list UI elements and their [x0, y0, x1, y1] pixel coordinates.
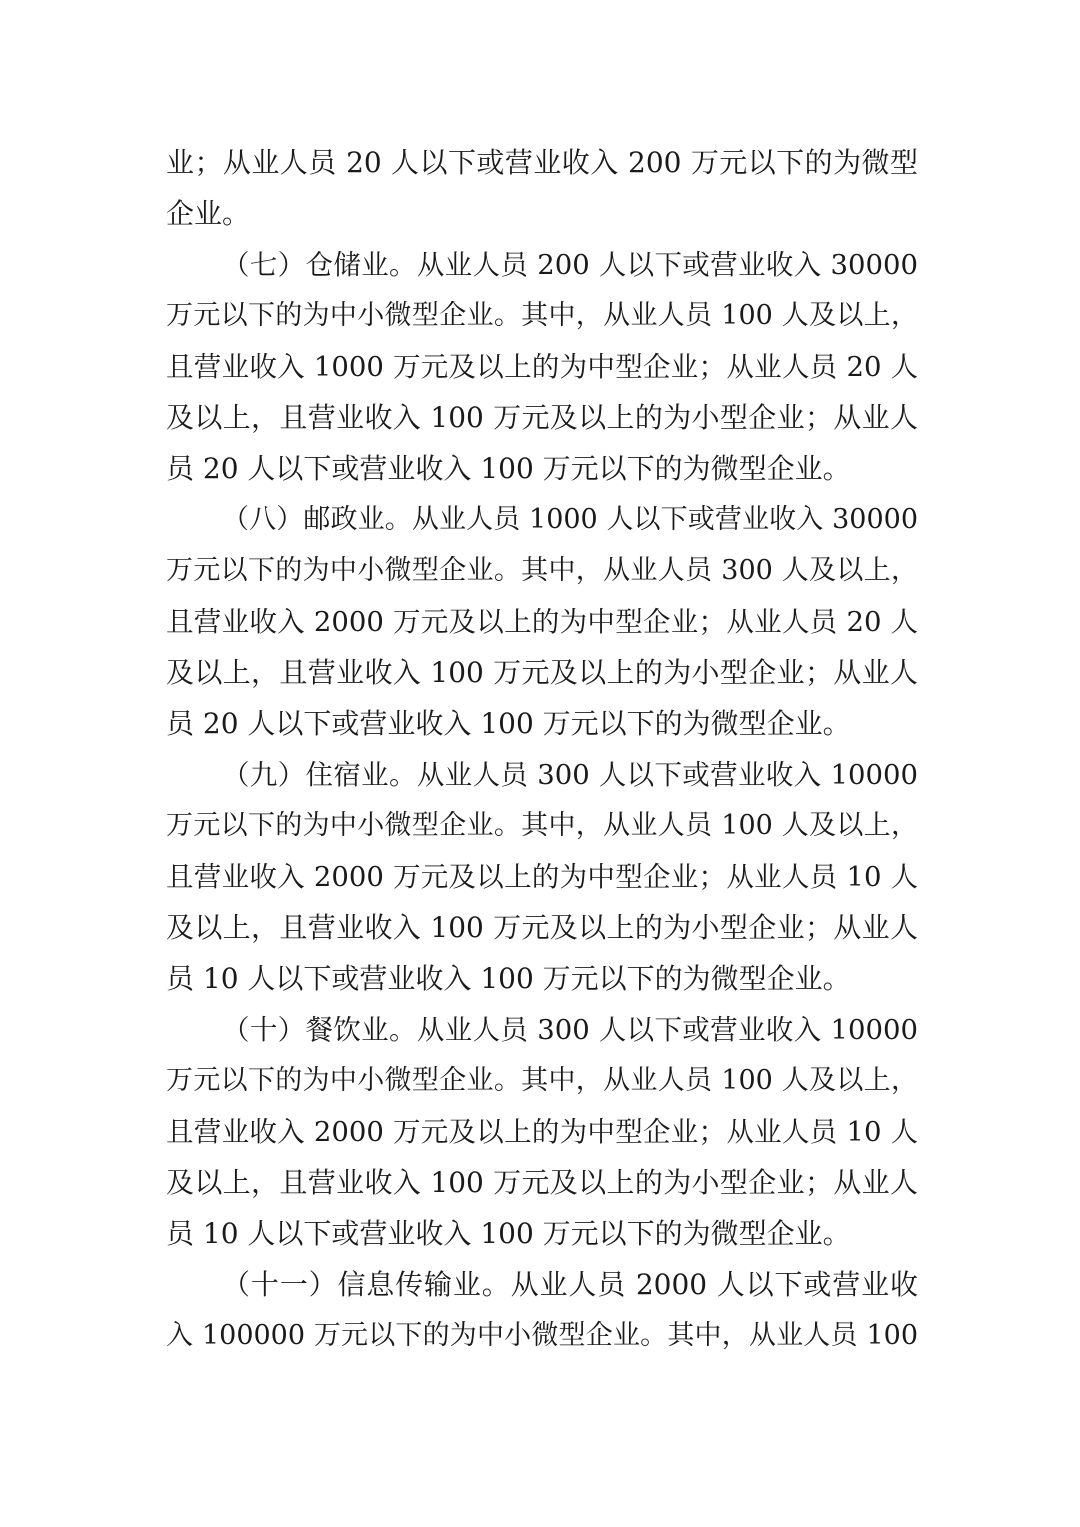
text-line: 员 10 人以下或营业收入 100 万元以下的为微型企业。 [166, 962, 851, 995]
text-line: 业；从业人员 20 人以下或营业收入 200 万元以下的为微型 [166, 146, 918, 179]
section-heading-line: （八）邮政业。从业人员 1000 人以下或营业收入 30000 [222, 504, 918, 535]
text-line: 及以上，且营业收入 100 万元及以上的为小型企业；从业人 [166, 1166, 918, 1199]
section-heading-line: （九）住宿业。从业人员 300 人以下或营业收入 10000 [222, 759, 918, 791]
text-line: 且营业收入 2000 万元及以上的为中型企业；从业人员 10 人 [166, 1116, 918, 1148]
text-line: 及以上，且营业收入 100 万元及以上的为小型企业；从业人 [166, 911, 918, 944]
text-line: 及以上，且营业收入 100 万元及以上的为小型企业；从业人 [166, 656, 918, 689]
section-heading-line: （十一）信息传输业。从业人员 2000 人以下或营业收 [222, 1268, 918, 1301]
text-line: 万元以下的为中小微型企业。其中，从业人员 100 人及以上， [166, 810, 918, 841]
text-line: 万元以下的为中小微型企业。其中，从业人员 100 人及以上， [166, 1065, 918, 1096]
section-heading-line: （七）仓储业。从业人员 200 人以下或营业收入 30000 [222, 249, 918, 281]
text-line: 且营业收入 1000 万元及以上的为中型企业；从业人员 20 人 [166, 351, 918, 383]
text-line: 且营业收入 2000 万元及以上的为中型企业；从业人员 10 人 [166, 861, 918, 893]
text-line: 万元以下的为中小微型企业。其中，从业人员 300 人及以上， [166, 555, 918, 586]
text-line: 且营业收入 2000 万元及以上的为中型企业；从业人员 20 人 [166, 606, 918, 638]
text-line: 万元以下的为中小微型企业。其中，从业人员 100 人及以上， [166, 300, 918, 331]
text-line: 员 10 人以下或营业收入 100 万元以下的为微型企业。 [166, 1217, 851, 1250]
text-line: 入 100000 万元以下的为中小微型企业。其中，从业人员 100 [166, 1320, 918, 1351]
text-line: 及以上，且营业收入 100 万元及以上的为小型企业；从业人 [166, 401, 918, 434]
section-heading-line: （十）餐饮业。从业人员 300 人以下或营业收入 10000 [222, 1014, 918, 1046]
text-line: 员 20 人以下或营业收入 100 万元以下的为微型企业。 [166, 452, 851, 485]
text-line: 企业。 [166, 197, 251, 230]
text-line: 员 20 人以下或营业收入 100 万元以下的为微型企业。 [166, 707, 851, 740]
